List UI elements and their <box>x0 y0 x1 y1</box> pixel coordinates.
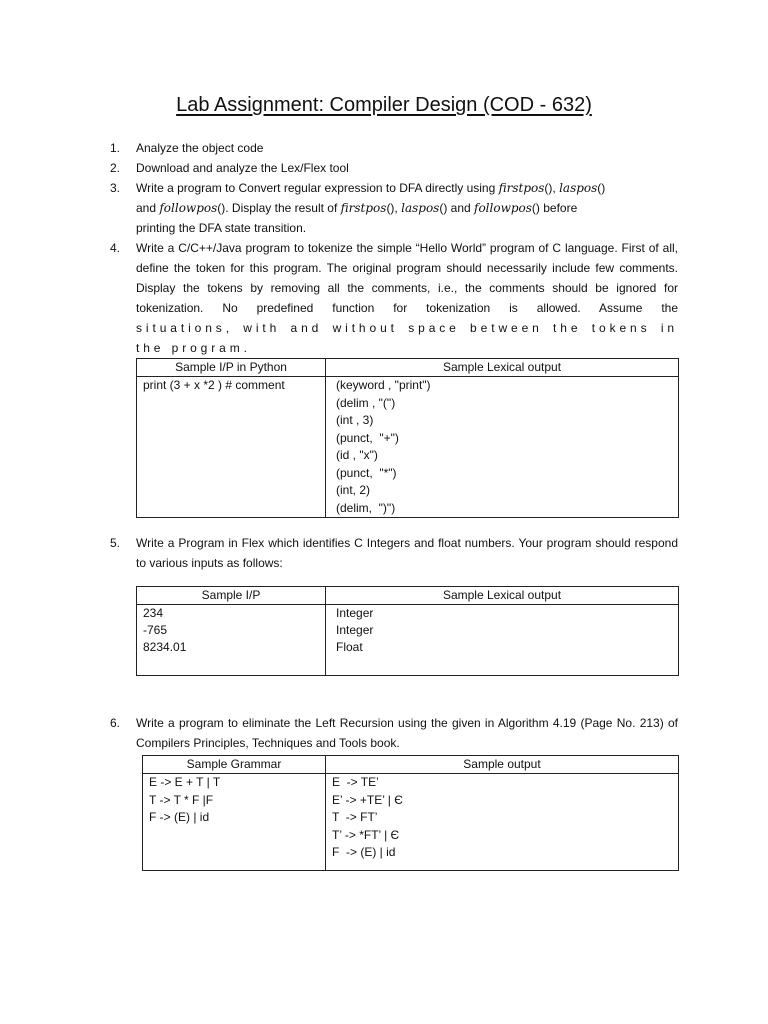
list-item <box>112 138 678 158</box>
table-cell-input <box>137 377 326 518</box>
table-left-recursion <box>142 755 679 871</box>
text-run: () <box>597 181 606 195</box>
cell-line: F -> (E) | id <box>332 845 396 859</box>
item-text: Analyze the object code <box>136 141 264 155</box>
table-header: Sample Lexical output <box>326 359 679 377</box>
cell-line: (int, 2) <box>336 483 371 497</box>
cell-line: E -> E + T | T <box>149 775 221 789</box>
cell-line: E -> TE’ <box>332 775 379 789</box>
list-item <box>112 158 678 178</box>
code-followpos: followpos <box>474 201 532 215</box>
cell-line: (int , 3) <box>336 413 374 427</box>
code-firstpos: firstpos <box>498 181 545 195</box>
table-row <box>143 774 679 871</box>
text-run: (). Display the result of <box>217 201 341 215</box>
cell-line: T -> FT’ <box>332 810 378 824</box>
cell-line: T -> T * F |F <box>149 792 214 807</box>
code-laspos: laspos <box>559 181 598 195</box>
cell-line: Integer <box>336 606 374 620</box>
text-run: (), <box>544 181 560 195</box>
list-item <box>112 533 678 573</box>
table-row <box>137 377 679 518</box>
page-title: Lab Assignment: Compiler Design (COD - 632) <box>176 94 592 116</box>
item-text: Download and analyze the Lex/Flex tool <box>136 161 349 175</box>
text-run: () before <box>531 201 578 215</box>
table-flex-numbers <box>136 586 679 676</box>
table-cell-input <box>143 774 326 871</box>
table-header: Sample I/P in Python <box>137 359 326 377</box>
table-cell-input <box>137 605 326 676</box>
item-number: 2. <box>110 161 121 175</box>
item-text: Write a Program in Flex which identifies C Integers and float numbers. Your program should respond to various inputs as follows: <box>136 536 678 570</box>
cell-line: Integer <box>336 623 374 637</box>
list-item <box>112 713 678 753</box>
cell-line: -765 <box>143 623 168 637</box>
text-run: and <box>136 201 160 215</box>
table-cell-output <box>326 774 679 871</box>
table-header: Sample output <box>326 756 679 774</box>
item-text-last-line: situations, with and without space between the tokens in the program. <box>136 321 678 355</box>
code-firstpos: firstpos <box>340 201 387 215</box>
cell-line: (delim, ")") <box>336 500 396 515</box>
item-number: 5. <box>110 536 121 550</box>
item-number: 4. <box>110 241 121 255</box>
item-text <box>136 178 678 238</box>
table-header-row <box>137 359 679 377</box>
item-text: Write a C/C++/Java program to tokenize the simple “Hello World” program of C language. First of all, define the token for this program. The original program should necessarily include few comments. Display the tokens by removing all the comments, i.e., the comments should be ignored for tokenization. No predefined function for tokenization is allowed. Assume the <box>136 241 678 315</box>
cell-line: (delim , "(") <box>336 395 396 410</box>
cell-line: Float <box>336 640 363 654</box>
cell-line: F -> (E) | id <box>149 810 210 824</box>
list-item <box>112 178 678 238</box>
text-run: Write a program to Convert regular expression to DFA directly using <box>136 181 499 195</box>
cell-line: T’ -> *FT’ | Є <box>332 827 400 842</box>
table-row <box>137 605 679 676</box>
item-number: 6. <box>110 716 121 730</box>
table-header: Sample Lexical output <box>326 587 679 605</box>
list-item <box>112 238 678 358</box>
table-python-lexical <box>136 358 679 518</box>
cell-line: print (3 + x *2 ) # comment <box>143 378 285 392</box>
table-header-row <box>137 587 679 605</box>
table-header: Sample Grammar <box>143 756 326 774</box>
table-header-row <box>143 756 679 774</box>
cell-line: E’ -> +TE’ | Є <box>332 792 403 807</box>
cell-line: (id , "x") <box>336 448 378 462</box>
text-run: (), <box>386 201 402 215</box>
table-cell-output <box>326 377 679 518</box>
cell-line: 234 <box>143 606 164 620</box>
cell-line: 8234.01 <box>143 640 187 654</box>
text-run: printing the DFA state transition. <box>136 221 307 235</box>
item-number: 1. <box>110 141 121 155</box>
cell-line: (punct, "*") <box>336 465 397 480</box>
code-laspos: laspos <box>401 201 440 215</box>
table-cell-output <box>326 605 679 676</box>
cell-line: (punct, "+") <box>336 430 399 445</box>
text-run: () and <box>439 201 475 215</box>
table-header: Sample I/P <box>137 587 326 605</box>
cell-line: (keyword , "print") <box>336 378 431 392</box>
item-text: Write a program to eliminate the Left Recursion using the given in Algorithm 4.19 (Page No. 213) of Compilers Principles, Techniques and Tools book. <box>136 716 678 750</box>
code-followpos: followpos <box>159 201 218 215</box>
item-number: 3. <box>110 181 121 195</box>
